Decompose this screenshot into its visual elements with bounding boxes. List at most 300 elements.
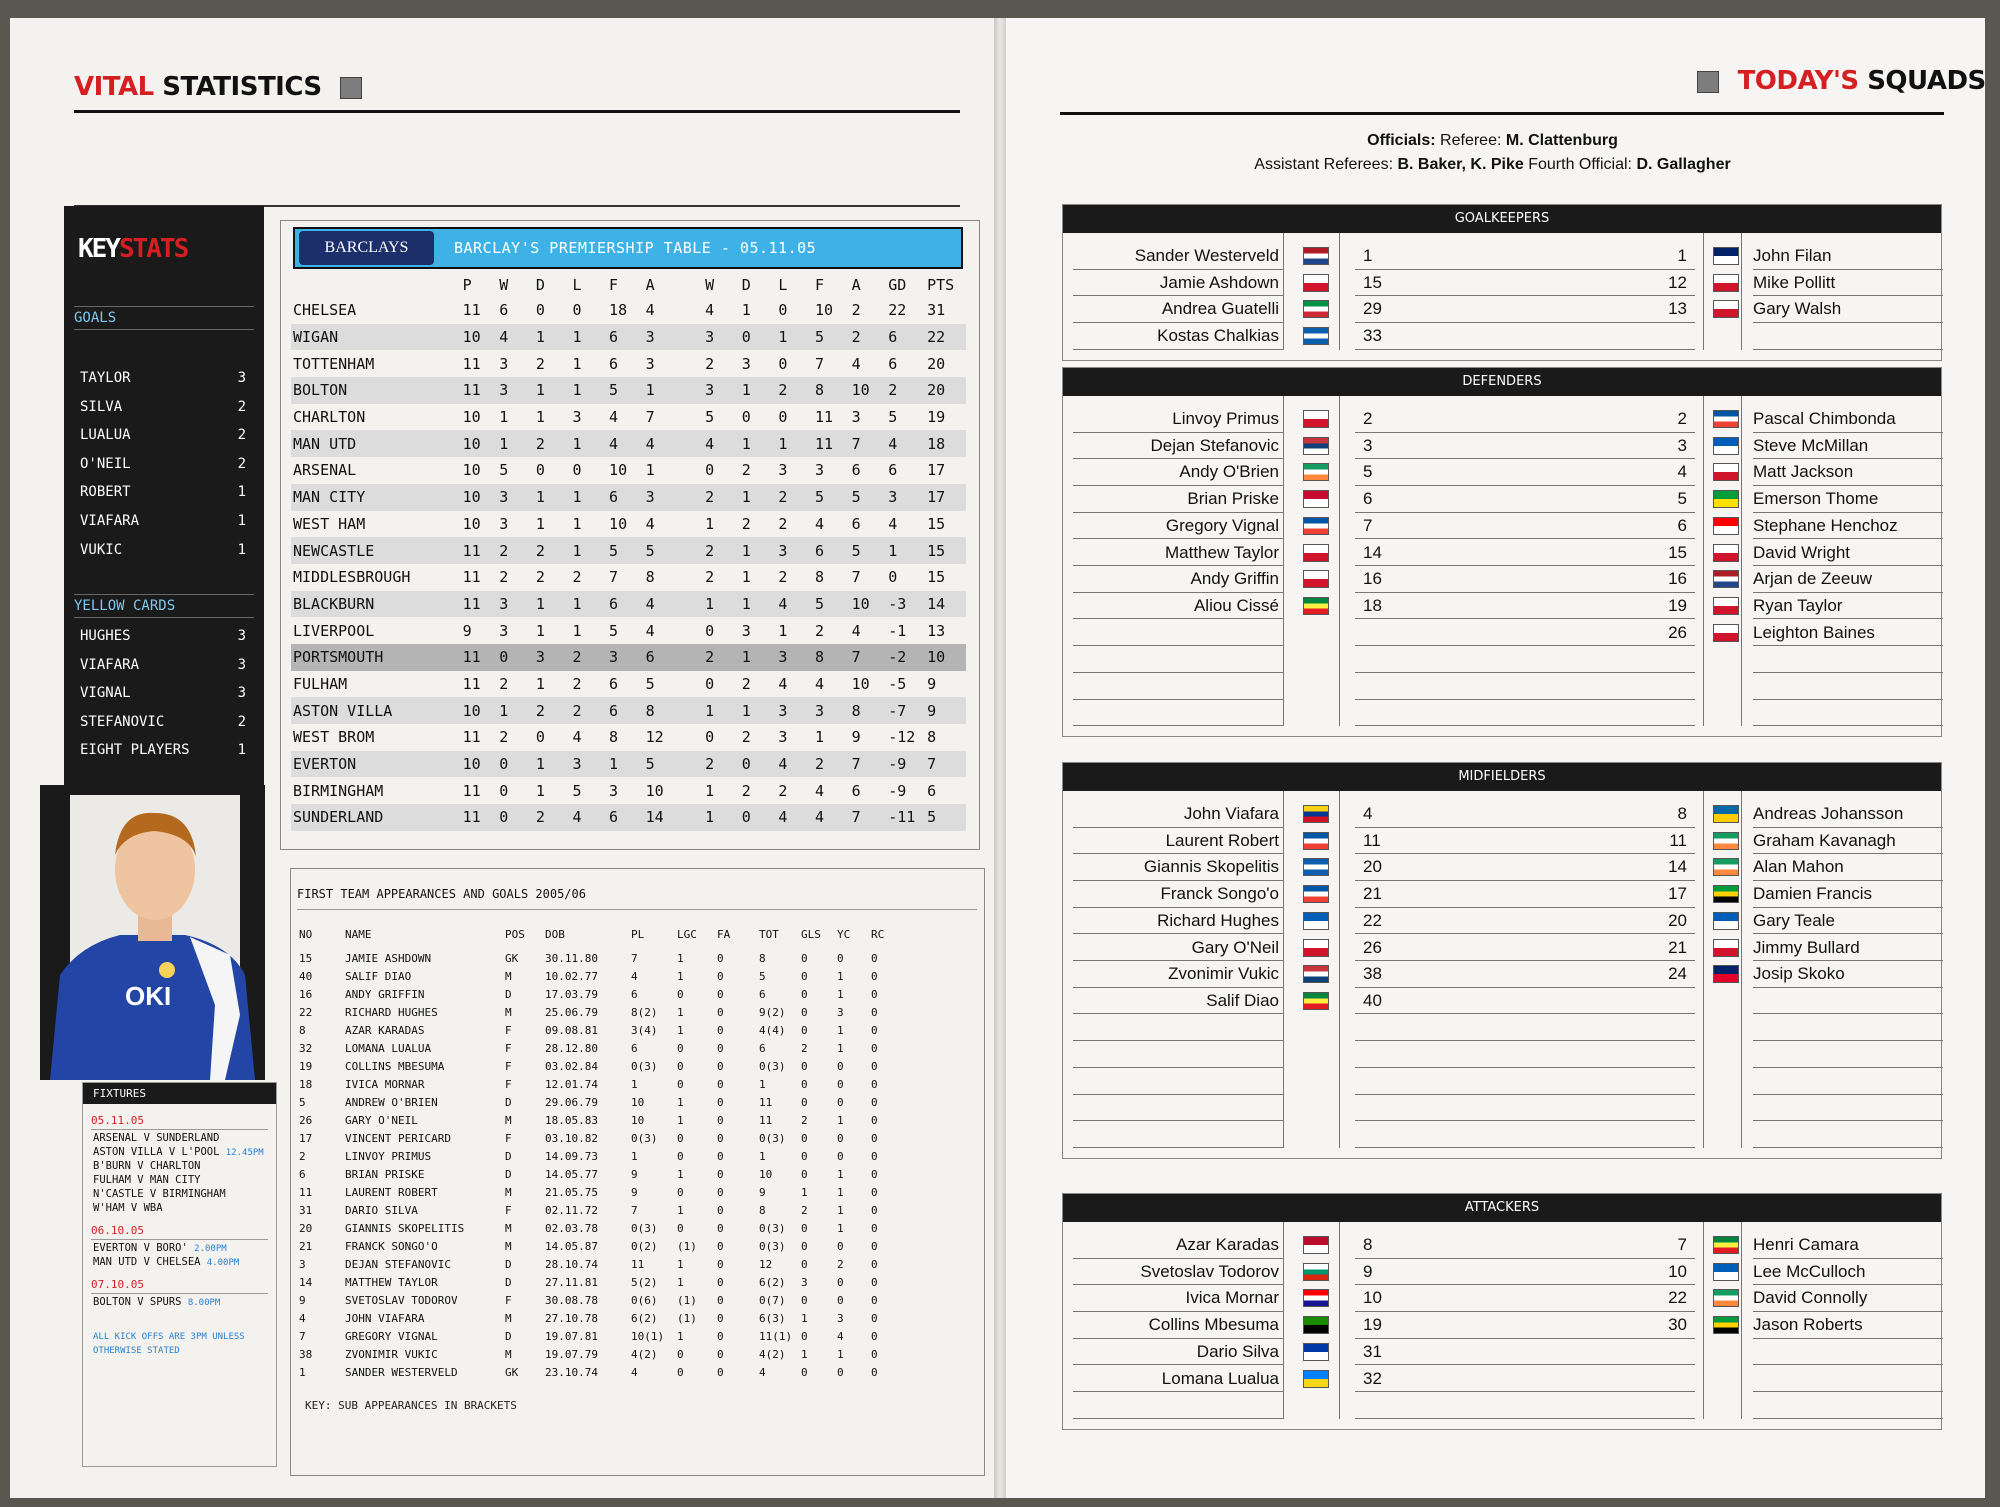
appearance-cell: 9 — [299, 1293, 306, 1307]
fixture-teams: FULHAM V MAN CITY — [93, 1174, 201, 1186]
goals-section-label: GOALS — [74, 306, 254, 330]
team-name: BIRMINGHAM — [293, 781, 384, 800]
appearance-cell: 19.07.79 — [545, 1347, 598, 1361]
header-lgc: LGC — [677, 927, 697, 941]
cell-gap — [682, 537, 705, 564]
key-stats-title: KEYSTATS — [78, 234, 188, 264]
appearance-cell: 3 — [801, 1275, 808, 1289]
cell-gap — [682, 457, 705, 484]
appearance-cell: 0 — [871, 1023, 878, 1037]
appearance-cell: 2 — [299, 1149, 306, 1163]
table-cell: 4 — [778, 804, 815, 831]
appearance-cell: 0(3) — [759, 1221, 786, 1235]
right-player-name: Gary Walsh — [1753, 296, 1943, 323]
table-cell: 2 — [535, 568, 545, 587]
table-cell: 6 — [888, 461, 898, 480]
appearance-cell: 0 — [801, 1329, 808, 1343]
appearance-cell: GIANNIS SKOPELITIS — [345, 1221, 465, 1235]
table-cell: 10 — [851, 674, 870, 693]
squad-row — [1073, 406, 1943, 433]
left-player-name: Collins Mbesuma — [1073, 1312, 1283, 1339]
appearances-key: KEY: SUB APPEARANCES IN BRACKETS — [305, 1399, 517, 1412]
appearance-cell: GARY O'NEIL — [345, 1113, 418, 1127]
right-player-name — [1753, 1121, 1943, 1148]
table-cell: 11 — [463, 644, 500, 671]
appearance-cell: D — [505, 1095, 512, 1109]
table-cell: 2 — [536, 804, 573, 831]
table-cell: 3 — [499, 514, 509, 533]
table-cell: 2 — [572, 674, 582, 693]
table-cell: 3 — [705, 377, 742, 404]
table-cell: 8 — [645, 568, 655, 587]
appearance-cell: 0 — [717, 1023, 724, 1037]
table-cell: 8 — [815, 377, 852, 404]
stat-value: 1 — [237, 742, 246, 759]
table-cell: 1 — [536, 324, 573, 351]
appearance-cell: M — [505, 1221, 512, 1235]
table-cell: 4 — [645, 301, 655, 320]
table-cell: 10 — [462, 514, 481, 533]
table-cell: 3 — [778, 728, 788, 747]
header-yc: YC — [837, 927, 851, 941]
team-name: BLACKBURN — [291, 591, 463, 618]
table-cell: 4 — [815, 804, 852, 831]
appearance-cell: 0 — [717, 1221, 724, 1235]
appearance-cell: 0 — [871, 1185, 878, 1199]
squad-row — [1073, 1285, 1943, 1312]
team-name: ARSENAL — [293, 461, 357, 480]
right-player-name: David Wright — [1753, 540, 1943, 567]
table-cell: 4 — [778, 751, 815, 778]
table-cell: 0 — [499, 781, 509, 800]
table-cell: 0 — [741, 408, 751, 427]
appearance-cell: 0 — [871, 1329, 878, 1343]
league-row — [291, 324, 966, 351]
header-pos: POS — [505, 927, 525, 941]
appearance-cell: 0 — [717, 987, 724, 1001]
appearance-cell: 11(1) — [759, 1329, 793, 1343]
right-squad-number: 20 — [1668, 910, 1687, 930]
table-cell: 0 — [888, 568, 898, 587]
header-pl: PL — [631, 927, 645, 941]
header-dob: DOB — [545, 927, 565, 941]
appearance-cell: (1) — [677, 1239, 697, 1253]
appearance-cell: 0 — [677, 987, 684, 1001]
appearance-cell: 1 — [677, 1167, 684, 1181]
table-cell: 10 — [462, 408, 481, 427]
left-player-name: Giannis Skopelitis — [1073, 854, 1283, 881]
table-cell: 6 — [927, 781, 937, 800]
left-player-flag-icon — [1303, 274, 1329, 292]
header-w: W — [705, 276, 715, 294]
appearance-cell: 1 — [837, 1185, 844, 1199]
table-cell: 6 — [646, 644, 683, 671]
right-squad-number — [1355, 1095, 1695, 1122]
league-row — [291, 404, 966, 431]
appearance-cell: 0 — [871, 1149, 878, 1163]
squad-attackers — [1062, 1193, 1942, 1430]
appearance-cell: 0 — [717, 1257, 724, 1271]
appearance-cell: 1 — [677, 951, 684, 965]
table-cell: 2 — [705, 568, 715, 587]
table-cell: 8 — [609, 728, 619, 747]
squad-row — [1073, 1015, 1943, 1042]
right-squad-number — [1355, 1392, 1695, 1419]
appearance-cell: 3(4) — [631, 1023, 658, 1037]
squad-number: 9 — [1355, 1259, 1695, 1286]
table-cell: -1 — [888, 621, 907, 640]
appearance-cell: 6 — [631, 1041, 638, 1055]
appearance-cell: 11 — [759, 1113, 773, 1127]
table-cell: 0 — [499, 751, 536, 778]
header-w: W — [499, 276, 509, 294]
squad-row — [1073, 1366, 1943, 1393]
right-player-flag-icon — [1713, 410, 1739, 428]
table-cell: 0 — [778, 408, 788, 427]
appearance-cell: 9 — [631, 1167, 638, 1181]
appearance-cell: 12.01.74 — [545, 1077, 598, 1091]
table-cell: 2 — [888, 377, 927, 404]
left-player-name: Azar Karadas — [1073, 1232, 1283, 1259]
league-row — [291, 377, 966, 404]
table-cell: 5 — [499, 461, 509, 480]
right-player-name: Leighton Baines — [1753, 620, 1943, 647]
squad-number: 4 — [1355, 801, 1695, 828]
fixture-match — [93, 1242, 266, 1254]
table-cell: 2 — [778, 484, 815, 511]
right-squad-number: 6 — [1677, 515, 1687, 535]
appearance-cell: 25.06.79 — [545, 1005, 598, 1019]
appearance-cell: 0 — [801, 1293, 808, 1307]
appearance-cell: 7 — [631, 951, 638, 965]
squad-number: 1 — [1355, 243, 1695, 270]
cell-gap — [682, 751, 705, 778]
appearance-cell: 1 — [837, 1167, 844, 1181]
right-player-flag-icon — [1713, 517, 1739, 535]
right-squad-number: 5 — [1677, 489, 1687, 509]
cell-gap — [682, 511, 705, 538]
appearance-cell: 0 — [717, 1365, 724, 1379]
table-cell: 4 — [499, 324, 536, 351]
table-cell: 1 — [572, 621, 582, 640]
appearance-cell: 2 — [801, 1041, 808, 1055]
appearance-cell: 0 — [717, 1077, 724, 1091]
league-row — [291, 777, 966, 804]
left-player-flag-icon — [1303, 247, 1329, 265]
appearance-cell: 0 — [871, 987, 878, 1001]
appearance-cell: 3 — [837, 1005, 844, 1019]
cell-gap — [682, 564, 705, 591]
table-cell: 1 — [536, 591, 573, 618]
table-cell: 14 — [927, 591, 966, 618]
table-cell: 0 — [742, 804, 779, 831]
fixture-teams: MAN UTD V CHELSEA — [93, 1256, 207, 1268]
right-player-name: Stephane Henchoz — [1753, 513, 1943, 540]
table-cell: 7 — [852, 644, 889, 671]
right-player-flag-icon — [1713, 463, 1739, 481]
squad-number: 14 — [1355, 540, 1695, 567]
team-name: MIDDLESBROUGH — [293, 568, 411, 587]
table-cell: 1 — [742, 484, 779, 511]
left-player-name: Gary O'Neil — [1073, 935, 1283, 962]
left-player-flag-icon — [1303, 463, 1329, 481]
table-cell: 10 — [463, 484, 500, 511]
appearance-cell: 10.02.77 — [545, 969, 598, 983]
table-cell: 1 — [572, 354, 582, 373]
appearance-cell: 02.03.78 — [545, 1221, 598, 1235]
right-squad-number — [1355, 673, 1695, 700]
table-cell: 1 — [742, 644, 779, 671]
appearance-cell: 23.10.74 — [545, 1365, 598, 1379]
table-cell: 18 — [609, 301, 628, 320]
right-squad-number: 30 — [1668, 1315, 1687, 1335]
appearance-row — [299, 949, 901, 967]
table-cell: 3 — [815, 697, 852, 724]
team-name: SUNDERLAND — [291, 804, 463, 831]
right-player-flag-icon — [1713, 544, 1739, 562]
appearance-cell: 0 — [677, 1347, 684, 1361]
player-photo — [40, 785, 265, 1080]
appearance-cell: 0 — [801, 987, 808, 1001]
fixture-time: 4.00PM — [206, 1258, 240, 1268]
table-cell: 4 — [778, 591, 815, 618]
header-a: A — [851, 276, 861, 294]
squad-row — [1073, 1041, 1943, 1068]
left-player-flag-icon — [1303, 437, 1329, 455]
appearance-cell: 15 — [299, 951, 313, 965]
title-square-icon — [340, 77, 362, 99]
header-a: A — [645, 276, 655, 294]
table-cell: 1 — [705, 591, 742, 618]
right-player-flag-icon — [1713, 624, 1739, 642]
squad-row — [1073, 1068, 1943, 1095]
squad-row — [1073, 270, 1943, 297]
appearance-cell: 6(2) — [631, 1311, 658, 1325]
appearance-cell: 1 — [677, 1275, 684, 1289]
left-player-name: Andrea Guatelli — [1073, 296, 1283, 323]
table-cell: 10 — [852, 377, 889, 404]
team-name: NEWCASTLE — [291, 537, 463, 564]
appearance-cell: 1 — [677, 1095, 684, 1109]
appearance-cell: F — [505, 1203, 512, 1217]
cell-gap — [682, 804, 705, 831]
table-cell: 5 — [852, 537, 889, 564]
squad-row — [1073, 908, 1943, 935]
appearance-cell: F — [505, 1023, 512, 1037]
cell-gap — [682, 297, 705, 324]
squad-row — [1073, 961, 1943, 988]
table-cell: 10 — [609, 461, 628, 480]
appearance-cell: 1 — [801, 1311, 808, 1325]
table-cell: 1 — [778, 621, 788, 640]
appearance-cell: 0 — [677, 1077, 684, 1091]
squad-heading: ATTACKERS — [1063, 1194, 1941, 1222]
table-cell: 8 — [815, 644, 852, 671]
right-player-flag-icon — [1713, 274, 1739, 292]
squad-row — [1073, 1121, 1943, 1148]
table-cell: 4 — [646, 591, 683, 618]
table-cell: 5 — [888, 408, 898, 427]
appearance-cell: 5(2) — [631, 1275, 658, 1289]
appearance-cell: D — [505, 987, 512, 1001]
left-player-flag-icon — [1303, 1236, 1329, 1254]
table-cell: 11 — [462, 674, 481, 693]
stat-name: VIAFARA — [80, 656, 140, 673]
appearance-cell: M — [505, 1185, 512, 1199]
squad-row — [1073, 646, 1943, 673]
table-cell: 2 — [499, 674, 509, 693]
table-cell: 5 — [646, 751, 683, 778]
appearance-cell: 0 — [871, 1347, 878, 1361]
stat-name: EIGHT PLAYERS — [80, 742, 190, 759]
table-cell: -2 — [888, 644, 927, 671]
table-cell: 20 — [927, 354, 946, 373]
appearance-cell: 7 — [631, 1203, 638, 1217]
league-row — [291, 617, 966, 644]
table-cell: 4 — [851, 621, 861, 640]
squad-number: 21 — [1355, 881, 1695, 908]
squad-row — [1073, 620, 1943, 647]
table-cell: 6 — [609, 697, 646, 724]
appearance-cell: RICHARD HUGHES — [345, 1005, 438, 1019]
appearance-cell: 11 — [299, 1185, 313, 1199]
left-player-name: Dejan Stefanovic — [1073, 433, 1283, 460]
right-squad-number: 16 — [1668, 569, 1687, 589]
left-player-name — [1073, 1068, 1283, 1095]
stat-value: 2 — [237, 455, 246, 472]
table-cell: 0 — [535, 728, 545, 747]
appearance-cell: BRIAN PRISKE — [345, 1167, 425, 1181]
appearance-cell: 18.05.83 — [545, 1113, 598, 1127]
squad-number: 33 — [1355, 323, 1695, 350]
appearance-row — [299, 1093, 901, 1111]
squad-heading: DEFENDERS — [1063, 368, 1941, 396]
appearance-cell: IVICA MORNAR — [345, 1077, 425, 1091]
appearance-cell: 9 — [631, 1185, 638, 1199]
table-cell: 3 — [851, 408, 861, 427]
table-cell: 4 — [888, 430, 927, 457]
table-cell: 1 — [646, 377, 683, 404]
table-cell: 11 — [463, 591, 500, 618]
right-player-name — [1753, 1041, 1943, 1068]
appearance-cell: 5 — [759, 969, 766, 983]
table-cell: 1 — [705, 781, 715, 800]
squad-number: 10 — [1355, 1285, 1695, 1312]
barclays-logo: BARCLAYS — [299, 231, 434, 265]
right-player-name: Alan Mahon — [1753, 854, 1943, 881]
table-cell: 2 — [741, 514, 751, 533]
appearance-cell: 1 — [677, 1329, 684, 1343]
table-cell: 10 — [463, 697, 500, 724]
appearance-cell: 0 — [677, 1185, 684, 1199]
appearance-cell: 0 — [717, 1185, 724, 1199]
table-cell: 7 — [852, 751, 889, 778]
appearance-cell: M — [505, 969, 512, 983]
left-player-name: Kostas Chalkias — [1073, 323, 1283, 350]
appearance-cell: AZAR KARADAS — [345, 1023, 425, 1037]
right-player-name: Matt Jackson — [1753, 459, 1943, 486]
left-player-name: Dario Silva — [1073, 1339, 1283, 1366]
fixture-time: 8.00PM — [187, 1298, 221, 1308]
right-squad-number — [1355, 1015, 1695, 1042]
left-player-name — [1073, 1121, 1283, 1148]
table-cell: 2 — [536, 697, 573, 724]
appearance-cell: 0 — [717, 1329, 724, 1343]
appearance-cell: 6(2) — [759, 1275, 786, 1289]
appearance-cell: 0(7) — [759, 1293, 786, 1307]
table-cell: 1 — [572, 514, 582, 533]
appearance-cell: M — [505, 1113, 512, 1127]
appearance-cell: SALIF DIAO — [345, 969, 412, 983]
right-squad-number: 15 — [1668, 542, 1687, 562]
appearance-cell: 0 — [837, 1275, 844, 1289]
league-row — [291, 804, 966, 831]
stat-value: 2 — [237, 713, 246, 730]
squad-number: 29 — [1355, 296, 1695, 323]
table-cell: 5 — [705, 408, 715, 427]
appearance-cell: 0 — [837, 951, 844, 965]
table-cell: 0 — [572, 301, 582, 320]
appearance-row — [299, 1183, 901, 1201]
appearance-row — [299, 1327, 901, 1345]
squad-number: 6 — [1355, 486, 1695, 513]
appearance-cell: 11 — [759, 1095, 773, 1109]
table-cell: 1 — [536, 484, 573, 511]
table-cell: 11 — [462, 568, 481, 587]
table-cell: 7 — [609, 568, 619, 587]
table-cell: 11 — [814, 408, 834, 427]
table-cell: 2 — [778, 568, 788, 587]
right-player-name: Arjan de Zeeuw — [1753, 566, 1943, 593]
appearance-cell: D — [505, 1149, 512, 1163]
league-row — [291, 430, 966, 457]
right-player-name: Emerson Thome — [1753, 486, 1943, 513]
appearance-cell: GK — [505, 951, 519, 965]
right-player-flag-icon — [1713, 1316, 1739, 1334]
table-cell: 2 — [536, 537, 573, 564]
appearance-cell: SVETOSLAV TODOROV — [345, 1293, 458, 1307]
left-player-flag-icon — [1303, 965, 1329, 983]
stat-row — [80, 542, 246, 558]
table-cell: 2 — [572, 644, 609, 671]
squad-row — [1073, 486, 1943, 513]
squad-number: 7 — [1355, 513, 1695, 540]
right-squad-number: 17 — [1668, 884, 1687, 904]
table-cell: 2 — [572, 568, 582, 587]
right-squad-number: 21 — [1668, 937, 1687, 957]
appearance-cell: 4 — [837, 1329, 844, 1343]
header-gd: GD — [888, 276, 907, 294]
table-cell: 5 — [927, 804, 966, 831]
appearance-cell: LINVOY PRIMUS — [345, 1149, 432, 1163]
appearance-cell: 0 — [837, 1131, 844, 1145]
squad-number: 40 — [1355, 988, 1695, 1015]
table-cell: 2 — [741, 728, 751, 747]
stat-row — [80, 427, 246, 443]
assistant-officials-line: Assistant Referees: B. Baker, K. Pike Fourth Official: D. Gallagher — [1254, 156, 1731, 173]
appearance-row — [299, 1201, 901, 1219]
appearance-cell: 0 — [717, 969, 724, 983]
table-cell: 5 — [852, 484, 889, 511]
squad-heading: GOALKEEPERS — [1063, 205, 1941, 233]
left-player-name — [1073, 673, 1283, 700]
appearance-cell: 03.10.82 — [545, 1131, 598, 1145]
table-cell: 4 — [609, 408, 619, 427]
table-cell: 7 — [852, 430, 889, 457]
appearance-row — [299, 1021, 901, 1039]
right-squad-number: 11 — [1669, 830, 1687, 850]
appearance-cell: 0 — [871, 1221, 878, 1235]
